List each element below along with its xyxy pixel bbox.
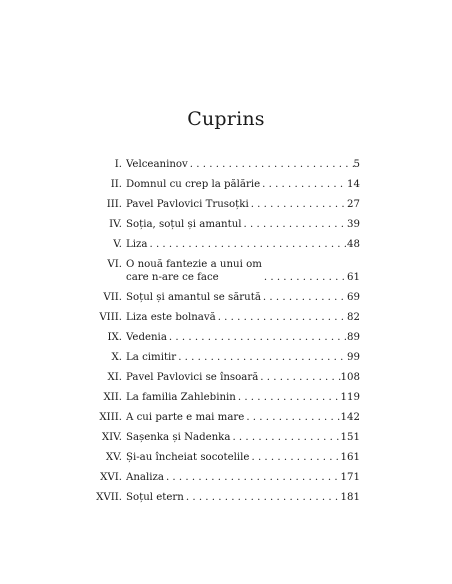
chapter-title: Domnul cu crep la pălărie — [126, 179, 261, 190]
toc-entry[interactable] — [90, 258, 360, 284]
page-number: 61 — [347, 272, 360, 283]
chapter-title: A cui parte e mai mare — [126, 412, 245, 423]
dot-leader — [260, 178, 347, 191]
toc-entry[interactable] — [90, 411, 360, 424]
dot-leader — [188, 158, 354, 171]
dot-leader — [242, 218, 347, 231]
chapter-title: Soțul și amantul se sărută — [126, 292, 261, 303]
chapter-number: VIII. — [99, 312, 122, 323]
page-title: Cuprins — [187, 108, 265, 130]
toc-entry[interactable] — [90, 311, 360, 324]
toc-entry[interactable] — [90, 291, 360, 304]
toc-entry[interactable] — [90, 351, 360, 364]
page-number: 5 — [353, 159, 360, 170]
page-number: 142 — [340, 412, 360, 423]
toc-entry[interactable] — [90, 178, 360, 191]
toc-entry[interactable] — [90, 331, 360, 344]
page-number: 82 — [347, 312, 360, 323]
chapter-number: XI. — [107, 372, 122, 383]
chapter-title: O nouă fantezie a unui om care n-are ce face — [126, 259, 262, 283]
page-number: 181 — [340, 492, 360, 503]
chapter-number: III. — [106, 199, 122, 210]
dot-leader — [249, 198, 347, 211]
toc-entry[interactable] — [90, 371, 360, 384]
dot-leader — [216, 311, 347, 324]
chapter-title: La cimitir — [126, 352, 177, 363]
chapter-title: Soția, soțul și amantul — [126, 219, 242, 230]
chapter-title: Vedenia — [126, 332, 167, 343]
chapter-number: X. — [111, 352, 122, 363]
dot-leader — [236, 391, 341, 404]
chapter-number: XIV. — [101, 432, 122, 443]
toc-entry[interactable] — [90, 218, 360, 231]
chapter-title: Pavel Pavlovici se însoară — [126, 372, 259, 383]
page-number: 108 — [340, 372, 360, 383]
dot-leader — [147, 238, 347, 251]
page-number: 69 — [347, 292, 360, 303]
chapter-title: Soțul etern — [126, 492, 184, 503]
chapter-title: Liza — [126, 239, 148, 250]
chapter-number: VII. — [103, 292, 122, 303]
table-of-contents — [90, 158, 360, 511]
chapter-title: Analiza — [126, 472, 164, 483]
page-number: 27 — [347, 199, 360, 210]
dot-leader — [258, 371, 340, 384]
chapter-title: Velceaninov — [126, 159, 188, 170]
chapter-number: IV. — [109, 219, 122, 230]
chapter-title: Și-au încheiat socotelile — [126, 452, 250, 463]
chapter-title: Sașenka și Nadenka — [126, 432, 231, 443]
toc-entry[interactable] — [90, 491, 360, 504]
toc-entry[interactable] — [90, 158, 360, 171]
chapter-number: XVI. — [100, 472, 122, 483]
chapter-number: XVII. — [96, 492, 122, 503]
page-number: 39 — [347, 219, 360, 230]
chapter-number: IX. — [107, 332, 122, 343]
chapter-number: II. — [110, 179, 122, 190]
dot-leader — [249, 451, 340, 464]
dot-leader — [244, 411, 340, 424]
chapter-number: VI. — [107, 259, 122, 270]
page-number: 99 — [347, 352, 360, 363]
toc-entry[interactable] — [90, 391, 360, 404]
chapter-number: XII. — [103, 392, 122, 403]
page-number: 89 — [347, 332, 360, 343]
page-number: 14 — [347, 179, 360, 190]
page-number: 48 — [347, 239, 360, 250]
chapter-title: Liza este bolnavă — [126, 312, 216, 323]
dot-leader — [184, 491, 341, 504]
chapter-number: V. — [113, 239, 122, 250]
toc-entry[interactable] — [90, 431, 360, 444]
page-number: 119 — [340, 392, 360, 403]
dot-leader — [167, 331, 347, 344]
page-number: 171 — [340, 472, 360, 483]
page-number: 161 — [340, 452, 360, 463]
chapter-number: XIII. — [99, 412, 122, 423]
chapter-number: XV. — [105, 452, 122, 463]
toc-entry[interactable] — [90, 471, 360, 484]
toc-entry[interactable] — [90, 238, 360, 251]
dot-leader — [230, 431, 340, 444]
toc-entry[interactable] — [90, 198, 360, 211]
chapter-number: I. — [114, 159, 122, 170]
dot-leader — [164, 471, 341, 484]
dot-leader — [176, 351, 347, 364]
dot-leader — [261, 291, 347, 304]
dot-leader — [262, 271, 347, 284]
toc-entry[interactable] — [90, 451, 360, 464]
chapter-title: La familia Zahlebinin — [126, 392, 236, 403]
page-number: 151 — [340, 432, 360, 443]
chapter-title: Pavel Pavlovici Trusoțki — [126, 199, 249, 210]
